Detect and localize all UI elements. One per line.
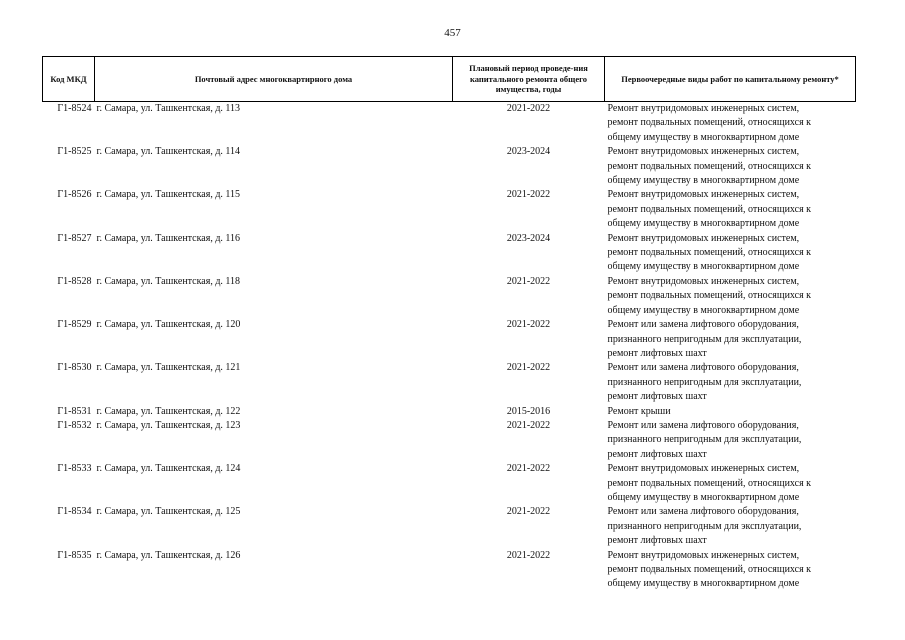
address-cell: г. Самара, ул. Ташкентская, д. 116: [96, 232, 241, 244]
address-cell: г. Самара, ул. Ташкентская, д. 121: [96, 362, 241, 374]
works-line: Ремонт или замена лифтового оборудования,: [607, 506, 799, 518]
table-body: [43, 102, 856, 592]
works-line: ремонт подвальных помещений, относящихся к: [607, 203, 812, 215]
works-line: Ремонт внутридомовых инженерных систем,: [607, 103, 800, 114]
mkd-code-cell: Г1-8531: [57, 405, 92, 417]
works-cell: [605, 318, 856, 361]
works-cell: [605, 188, 856, 231]
table-row: [43, 102, 856, 146]
table-row: [43, 145, 856, 188]
works-line: ремонт подвальных помещений, относящихся к: [607, 564, 812, 575]
works-cell: [605, 275, 856, 318]
address-cell: г. Самара, ул. Ташкентская, д. 123: [96, 419, 241, 431]
works-line: общему имуществу в многоквартирном доме: [607, 175, 800, 187]
works-line: Ремонт или замена лифтового оборудования,: [607, 419, 799, 431]
works-line: общему имуществу в многоквартирном доме: [607, 491, 800, 503]
mkd-code-cell: Г1-8526: [57, 189, 92, 201]
header-period: Плановый период проведе-ния капитального ремонта общего имущества, годы: [453, 57, 605, 102]
mkd-code-cell: Г1-8528: [57, 275, 92, 287]
period-cell: 2021-2022: [506, 506, 551, 518]
table-row: [43, 405, 856, 419]
address-cell: г. Самара, ул. Ташкентская, д. 122: [96, 405, 241, 417]
table-row: [43, 188, 856, 231]
table-header-row: [43, 57, 856, 102]
works-cell: [605, 419, 856, 462]
works-line: Ремонт или замена лифтового оборудования,: [607, 319, 799, 331]
address-cell: г. Самара, ул. Ташкентская, д. 118: [96, 275, 241, 287]
works-cell: [605, 361, 856, 404]
mkd-code-cell: Г1-8524: [57, 103, 92, 114]
table-row: [43, 361, 856, 404]
mkd-code-cell: Г1-8532: [57, 419, 92, 431]
header-address: Почтовый адрес многоквартирного дома: [95, 57, 453, 102]
period-cell: 2021-2022: [506, 463, 551, 475]
works-line: общему имуществу в многоквартирном доме: [607, 578, 800, 590]
works-line: ремонт подвальных помещений, относящихся к: [607, 160, 812, 172]
address-cell: г. Самара, ул. Ташкентская, д. 120: [96, 319, 241, 331]
address-cell: г. Самара, ул. Ташкентская, д. 125: [96, 506, 241, 518]
works-line: общему имуществу в многоквартирном доме: [607, 261, 800, 273]
works-cell: [605, 549, 856, 592]
works-line: Ремонт или замена лифтового оборудования,: [607, 362, 799, 374]
mkd-code-cell: Г1-8527: [57, 232, 92, 244]
period-cell: 2023-2024: [506, 232, 551, 244]
table-row: [43, 419, 856, 462]
works-line: признанного непригодным для эксплуатации,: [607, 333, 802, 345]
works-line: общему имуществу в многоквартирном доме: [607, 218, 800, 230]
table-row: [43, 318, 856, 361]
works-line: Ремонт внутридомовых инженерных систем,: [607, 275, 800, 287]
table-row: [43, 505, 856, 548]
address-cell: г. Самара, ул. Ташкентская, д. 115: [96, 189, 241, 201]
header-code: Код МКД: [43, 57, 95, 102]
period-cell: 2021-2022: [506, 189, 551, 201]
works-line: ремонт подвальных помещений, относящихся к: [607, 477, 812, 489]
address-cell: г. Самара, ул. Ташкентская, д. 114: [96, 146, 241, 158]
works-line: Ремонт внутридомовых инженерных систем,: [607, 232, 800, 244]
mkd-code-cell: Г1-8530: [57, 362, 92, 374]
works-line: ремонт подвальных помещений, относящихся к: [607, 290, 812, 302]
works-line: Ремонт внутридомовых инженерных систем,: [607, 146, 800, 158]
mkd-code-cell: Г1-8525: [57, 146, 92, 158]
works-line: признанного непригодным для эксплуатации,: [607, 434, 802, 446]
table-row: [43, 462, 856, 505]
page-number: 457: [444, 27, 461, 39]
works-line: ремонт лифтовых шахт: [607, 391, 707, 403]
works-line: ремонт лифтовых шахт: [607, 535, 707, 547]
mkd-code-cell: Г1-8535: [57, 549, 92, 561]
mkd-code-cell: Г1-8534: [57, 506, 92, 518]
works-line: признанного непригодным для эксплуатации,: [607, 520, 802, 532]
period-cell: 2021-2022: [506, 319, 551, 331]
period-cell: 2023-2024: [506, 146, 551, 158]
works-line: Ремонт крыши: [607, 405, 671, 417]
works-cell: [605, 462, 856, 505]
address-cell: г. Самара, ул. Ташкентская, д. 126: [96, 549, 241, 561]
capital-repair-table: [42, 56, 856, 592]
mkd-code-cell: Г1-8529: [57, 319, 92, 331]
works-cell: [605, 232, 856, 275]
period-cell: 2021-2022: [506, 419, 551, 431]
works-line: общему имуществу в многоквартирном доме: [607, 131, 800, 143]
works-cell: [605, 102, 856, 146]
table-row: [43, 549, 856, 592]
works-line: признанного непригодным для эксплуатации,: [607, 376, 802, 388]
period-cell: 2021-2022: [506, 362, 551, 374]
table-row: [43, 232, 856, 275]
mkd-code-cell: Г1-8533: [57, 463, 92, 475]
address-cell: г. Самара, ул. Ташкентская, д. 113: [96, 103, 241, 114]
works-line: ремонт лифтовых шахт: [607, 347, 707, 359]
works-cell: [605, 405, 856, 419]
address-cell: г. Самара, ул. Ташкентская, д. 124: [96, 463, 241, 475]
works-line: ремонт лифтовых шахт: [607, 448, 707, 460]
works-cell: [605, 145, 856, 188]
header-works: Первоочередные виды работ по капитальному ремонту*: [605, 57, 856, 102]
period-cell: 2021-2022: [506, 275, 551, 287]
works-line: ремонт подвальных помещений, относящихся к: [607, 247, 812, 259]
works-line: Ремонт внутридомовых инженерных систем,: [607, 463, 800, 475]
works-line: ремонт подвальных помещений, относящихся к: [607, 117, 812, 129]
works-line: общему имуществу в многоквартирном доме: [607, 304, 800, 316]
works-cell: [605, 505, 856, 548]
table-row: [43, 275, 856, 318]
period-cell: 2015-2016: [506, 405, 551, 417]
works-line: Ремонт внутридомовых инженерных систем,: [607, 189, 800, 201]
period-cell: 2021-2022: [506, 103, 551, 114]
works-line: Ремонт внутридомовых инженерных систем,: [607, 549, 800, 561]
period-cell: 2021-2022: [506, 549, 551, 561]
